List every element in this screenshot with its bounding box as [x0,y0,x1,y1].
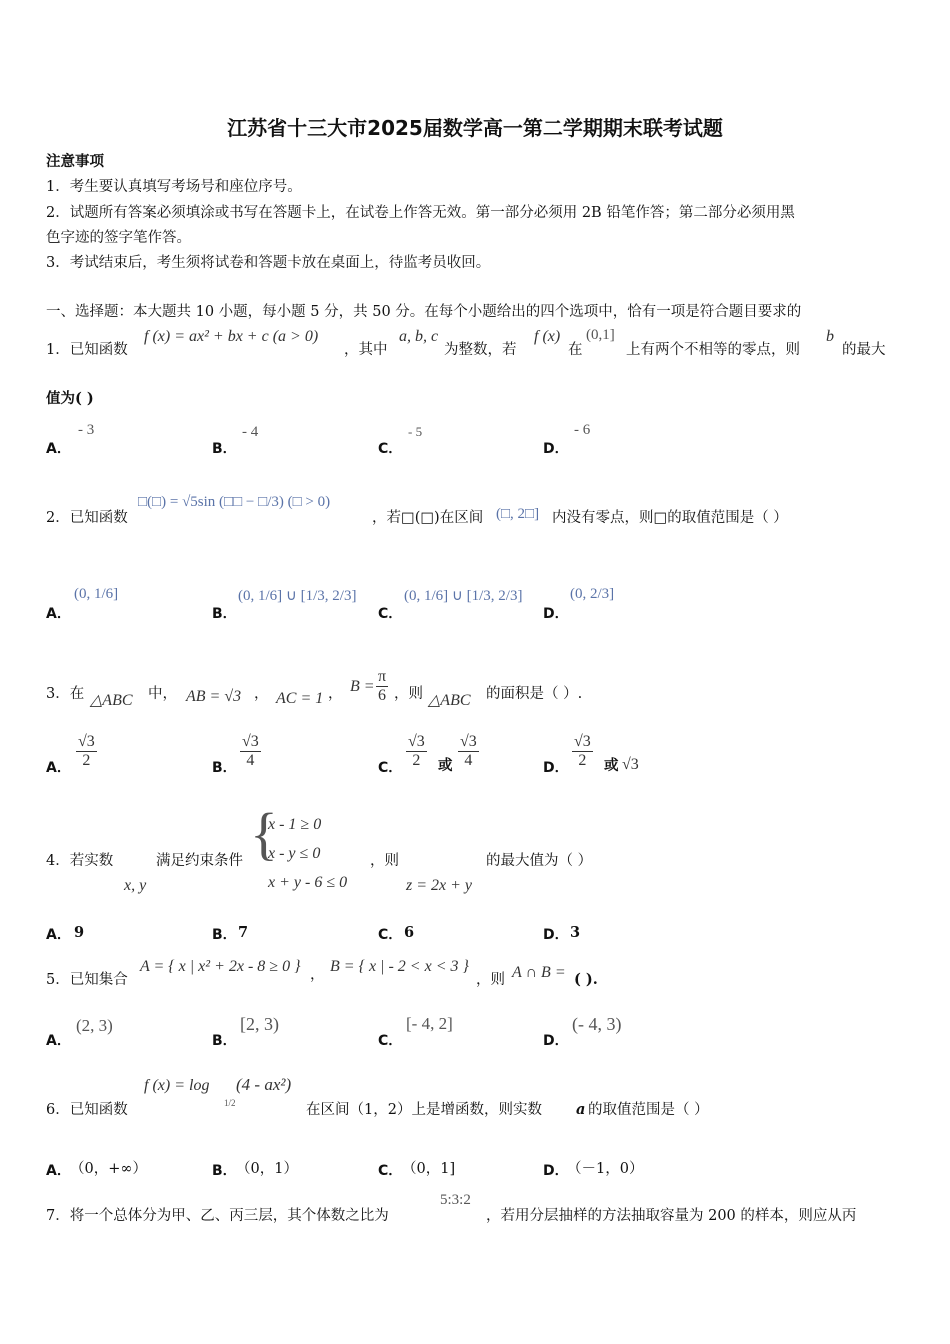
q5-set-b: B = { x | - 2 < x < 3 } [330,958,469,975]
q6-text-1: 在区间（1，2）上是增函数，则实数 [306,1102,542,1118]
q1-option-c-value: - 5 [408,424,423,439]
q3-option-b-fraction [240,733,261,770]
q6-option-d-label: D． [543,1163,569,1179]
q7-ratio: 5:3:2 [440,1192,471,1208]
q3-ac: AC = 1 [276,690,324,707]
q3-text-1: 中， [148,686,177,702]
q4-text-1: 满足约束条件 [156,853,243,869]
q3-text-5: 的面积是（ ）. [486,686,583,702]
q5-option-d-label: D． [543,1033,569,1049]
q1-option-b-value: - 4 [242,424,259,440]
q5-option-b-label: B． [212,1033,237,1049]
page-title: 江苏省十三大市2025届数学高一第二学期期末联考试题 [227,116,723,140]
q6-function: f (x) = log [144,1077,210,1094]
q5-text-3: ( ). [574,971,598,988]
q3-d-den: 2 [578,752,587,769]
q3-option-c-label: C． [378,760,403,776]
q5-intersection: A ∩ B = [512,964,566,981]
q4-number: 4．若实数 [46,853,114,869]
q2-option-d-value: (0, 2/3] [570,586,615,602]
q3-c-den-1: 2 [412,752,421,769]
q3-c-num-1: √3 [408,733,425,750]
q3-triangle-2: △ABC [428,692,471,709]
q3-a-den: 2 [82,752,91,769]
q1-text-4: 上有两个不相等的零点，则 [626,342,800,358]
q4-constraint-3: x + y - 6 ≤ 0 [268,874,348,891]
q5-text-2: ，则 [476,972,505,988]
q6-log-base: 1/2 [224,1098,236,1108]
q2-option-c-label: C． [378,606,403,622]
q5-option-c-label: C． [378,1033,403,1049]
q3-option-d-extra: √3 [622,756,639,773]
q4-option-d-value: 3 [570,924,581,941]
q4-text-3: 的最大值为（ ） [486,853,593,869]
q3-b-num: π [378,668,387,685]
q1-function: f (x) = ax² + bx + c (a > 0) [144,328,319,345]
notice-item-2-cont: 色字迹的签字笔作答。 [46,230,191,246]
q4-option-c-value: 6 [404,924,415,941]
q1-option-a-value: - 3 [78,422,95,438]
q3-option-c-or: 或 [438,757,453,774]
q4-option-c-label: C． [378,927,403,943]
q4-constraint-2: x - y ≤ 0 [268,845,321,862]
q5-option-a-value: (2, 3) [76,1016,113,1035]
q3-option-c-fraction-1 [406,733,427,770]
q3-number: 3．在 [46,686,85,702]
q7-text-2: ，若用分层抽样的方法抽取容量为 200 的样本，则应从丙 [486,1208,857,1224]
q4-option-b-value: 7 [238,924,249,941]
q3-text-2: ， [254,686,269,702]
q4-xy: x, y [124,877,147,894]
q4-option-d-label: D． [543,927,569,943]
q1-text-3: 在 [568,342,583,358]
q4-option-b-label: B． [212,927,237,943]
q3-text-4: ，则 [394,686,423,702]
q5-option-a-label: A． [46,1033,71,1049]
q2-option-c-value: (0, 1/6] ∪ [1/3, 2/3] [404,588,523,604]
q3-b-den: 6 [378,687,387,704]
q2-option-a-value: (0, 1/6] [74,586,119,602]
q6-a: a [576,1101,586,1118]
q1-text-2: 为整数，若 [444,342,517,358]
notice-heading: 注意事项 [46,153,104,170]
q6-text-2: 的取值范围是（ ） [588,1102,709,1118]
q1-interval: (0,1] [586,327,615,343]
q6-option-b-value: （0，1） [236,1161,298,1177]
q3-d-num: √3 [574,733,591,750]
q3-c-den-2: 4 [464,752,473,769]
q3-option-d-label: D． [543,760,569,776]
q3-option-d-or: 或 [604,757,619,774]
notice-item-2: 2．试题所有答案必须填涂或书写在答题卡上，在试卷上作答无效。第一部分必须用 2B 铅笔作答；第二部分必须用黑 [46,205,795,221]
notice-item-1: 1．考生要认真填写考场号和座位序号。 [46,179,302,195]
q1-option-d-label: D． [543,441,569,457]
q4-z: z = 2x + y [406,877,473,894]
q3-b-opt-den: 4 [246,752,255,769]
q2-option-a-label: A． [46,606,71,622]
q4-constraint-1: x - 1 ≥ 0 [268,816,322,833]
q5-option-c-value: [- 4, 2] [406,1014,453,1033]
q4-option-a-value: 9 [74,924,85,941]
q6-option-a-label: A． [46,1163,71,1179]
q6-option-d-value: （－1，0） [567,1161,644,1177]
q3-b-angle: B = [350,678,375,695]
q1-b: b [826,328,834,345]
q3-option-b-label: B． [212,760,237,776]
q6-option-c-label: C． [378,1163,403,1179]
q2-option-d-label: D． [543,606,569,622]
q3-option-a-label: A． [46,760,71,776]
q3-option-c-fraction-2 [458,733,479,770]
q2-interval: (□, 2□] [496,506,540,522]
q1-number: 1．已知函数 [46,342,128,358]
q3-a-num: √3 [78,733,95,750]
q5-number: 5．已知集合 [46,972,128,988]
q7-text: 7．将一个总体分为甲、乙、丙三层，其个体数之比为 [46,1208,389,1224]
q2-function: □(□) = √5sin (□□ − □/3) (□ > 0) [138,494,331,510]
q5-text-1: ， [310,967,325,983]
q2-option-b-label: B． [212,606,237,622]
q6-argument: (4 - ax²) [236,1075,292,1094]
q4-brace: { [250,801,278,866]
q3-option-a-fraction [76,733,97,770]
q1-option-a-label: A． [46,441,71,457]
q6-number: 6．已知函数 [46,1102,128,1118]
section-heading: 一、选择题：本大题共 10 小题，每小题 5 分，共 50 分。在每个小题给出的四个选项中，恰有一项是符合题目要求的 [46,304,802,320]
q4-option-a-label: A． [46,927,71,943]
q1-text-6: 值为( ) [46,390,94,407]
q1-option-b-label: B． [212,441,237,457]
q1-abc: a, b, c [399,328,439,345]
q3-ab: AB = √3 [186,688,242,705]
q1-text-1: ，其中 [344,342,388,358]
q3-text-3: ， [328,686,343,702]
q1-fx: f (x) [534,328,561,345]
q3-option-d-fraction [572,733,593,770]
q2-option-b-value: (0, 1/6] ∪ [1/3, 2/3] [238,588,357,604]
q3-b-opt-num: √3 [242,733,259,750]
q1-text-5: 的最大 [842,342,886,358]
q1-option-c-label: C． [378,441,403,457]
q1-option-d-value: - 6 [574,422,591,438]
q5-set-a: A = { x | x² + 2x - 8 ≥ 0 } [140,958,301,975]
q2-number: 2．已知函数 [46,510,128,526]
q6-option-b-label: B． [212,1163,237,1179]
notice-item-3: 3．考试结束后，考生须将试卷和答题卡放在桌面上，待监考员收回。 [46,255,491,271]
q2-text-1: ，若□(□)在区间 [372,510,484,526]
q6-option-a-value: （0，+∞） [70,1161,147,1177]
q6-option-c-value: （0，1] [402,1161,456,1177]
q4-text-2: ，则 [370,853,399,869]
q3-b-fraction [376,668,388,705]
q5-option-b-value: [2, 3) [240,1014,279,1034]
q2-text-2: 内没有零点，则□的取值范围是（ ） [552,510,788,526]
q3-triangle: △ABC [90,692,133,709]
q3-c-num-2: √3 [460,733,477,750]
q5-option-d-value: (- 4, 3) [572,1014,622,1034]
